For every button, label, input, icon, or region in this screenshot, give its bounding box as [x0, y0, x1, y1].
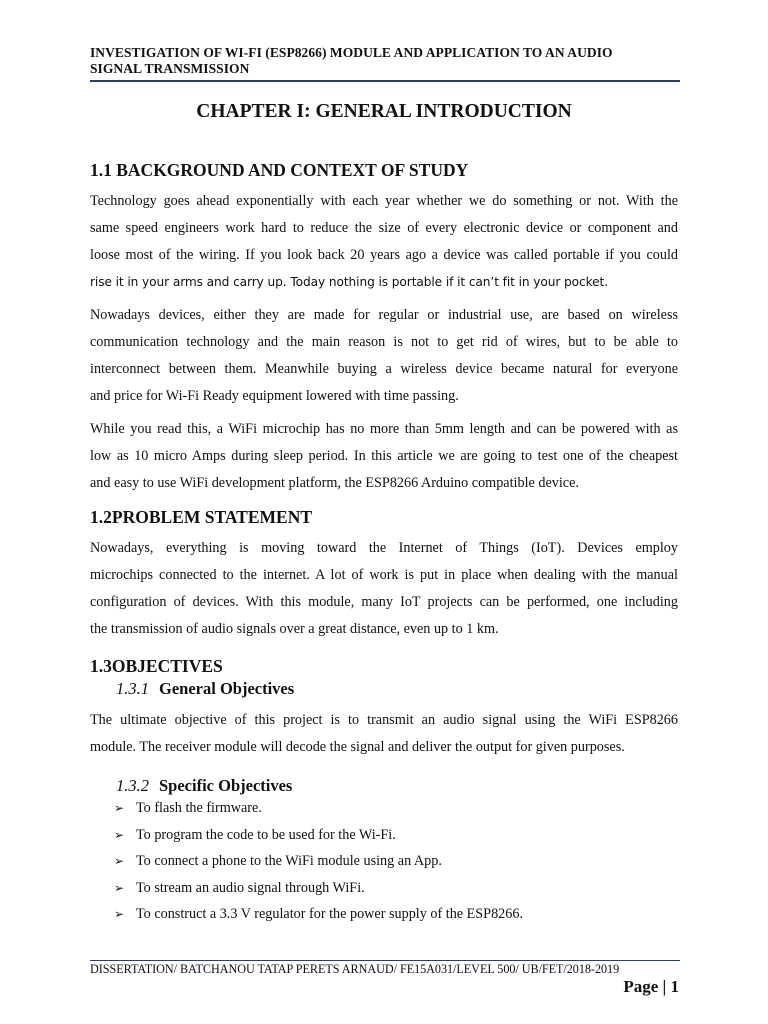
paragraph-1-3-1: [90, 707, 678, 761]
list-item-text: To connect a phone to the WiFi module using an App.: [136, 853, 442, 869]
page-number: Page | 1: [623, 977, 679, 996]
list-item: [114, 825, 674, 852]
text-line: module. The receiver module will decode the signal and deliver the output for given purposes.: [90, 739, 625, 755]
text-line: Technology goes ahead exponentially with each year whether we do something or not. With the: [90, 193, 678, 209]
footer-divider: [90, 960, 680, 961]
subsection-title: General Objectives: [159, 679, 295, 698]
subsection-number: 1.3.2: [116, 776, 149, 795]
subsection-number: 1.3.1: [116, 679, 149, 698]
running-footer: DISSERTATION/ BATCHANOU TATAP PERETS ARNAUD/ FE15A031/LEVEL 500/ UB/FET/2018-2019: [90, 962, 620, 976]
running-header: [90, 45, 678, 77]
specific-objectives-list: [114, 798, 674, 931]
arrow-bullet-icon: ➢: [114, 854, 125, 868]
subsection-title: Specific Objectives: [159, 776, 293, 795]
text-line: and easy to use WiFi development platform, the ESP8266 Arduino compatible device.: [90, 475, 579, 491]
header-title-line-2: SIGNAL TRANSMISSION: [90, 61, 250, 76]
list-item-text: To stream an audio signal through WiFi.: [136, 879, 365, 896]
section-heading-1-2: 1.2PROBLEM STATEMENT: [90, 507, 313, 527]
arrow-bullet-icon: ➢: [114, 907, 125, 921]
paragraph-1-1-b: [90, 302, 678, 410]
text-line: microchips connected to the internet. A lot of work is put in place when dealing with the manual: [90, 567, 678, 583]
arrow-bullet-icon: ➢: [114, 827, 125, 842]
text-line: the transmission of audio signals over a great distance, even up to 1 km.: [90, 621, 499, 637]
section-heading-1-1: 1.1 BACKGROUND AND CONTEXT OF STUDY: [90, 160, 469, 180]
text-line: and price for Wi-Fi Ready equipment lowered with time passing.: [90, 388, 459, 404]
text-line: Nowadays, everything is moving toward the Internet of Things (IoT). Devices employ: [90, 540, 678, 556]
header-divider: [90, 80, 680, 82]
text-line: communication technology and the main reason is not to get rid of wires, but to be able to: [90, 334, 678, 350]
text-line: The ultimate objective of this project is to transmit an audio signal using the WiFi ESP8266: [90, 712, 678, 728]
text-line: configuration of devices. With this module, many IoT projects can be performed, one including: [90, 594, 678, 610]
text-line: loose most of the wiring. If you look back 20 years ago a device was called portable if you could: [90, 247, 678, 263]
header-title-line-1: INVESTIGATION OF WI-FI (ESP8266) MODULE AND APPLICATION TO AN AUDIO: [90, 45, 613, 60]
list-item-text: To flash the firmware.: [136, 800, 262, 816]
text-line: Nowadays devices, either they are made for regular or industrial use, are based on wireless: [90, 307, 678, 323]
list-item: [114, 904, 674, 931]
subsection-heading-1-3-1: [116, 679, 294, 699]
list-item: [114, 851, 674, 878]
list-item-text: To program the code to be used for the Wi-Fi.: [136, 826, 396, 843]
subsection-heading-1-3-2: [116, 776, 292, 796]
arrow-bullet-icon: ➢: [114, 801, 125, 815]
list-item-text: To construct a 3.3 V regulator for the power supply of the ESP8266.: [136, 906, 523, 922]
text-line: interconnect between them. Meanwhile buying a wireless device became natural for everyone: [90, 361, 678, 377]
paragraph-1-1-c: [90, 416, 678, 497]
list-item: [114, 798, 674, 825]
section-heading-1-3: 1.3OBJECTIVES: [90, 656, 223, 676]
paragraph-1-1-a: [90, 188, 678, 296]
text-line: rise it in your arms and carry up. Today nothing is portable if it can’t fit in your pocket.: [90, 275, 609, 289]
text-line: While you read this, a WiFi microchip has no more than 5mm length and can be powered with as: [90, 421, 678, 437]
paragraph-1-2: [90, 535, 678, 643]
chapter-title: CHAPTER I: GENERAL INTRODUCTION: [196, 101, 572, 122]
list-item: [114, 878, 674, 905]
text-line: same speed engineers work hard to reduce the size of every electronic device or component and: [90, 220, 678, 236]
arrow-bullet-icon: ➢: [114, 880, 125, 895]
text-line: low as 10 micro Amps during sleep period. In this article we are going to test one of the cheapest: [90, 448, 678, 464]
